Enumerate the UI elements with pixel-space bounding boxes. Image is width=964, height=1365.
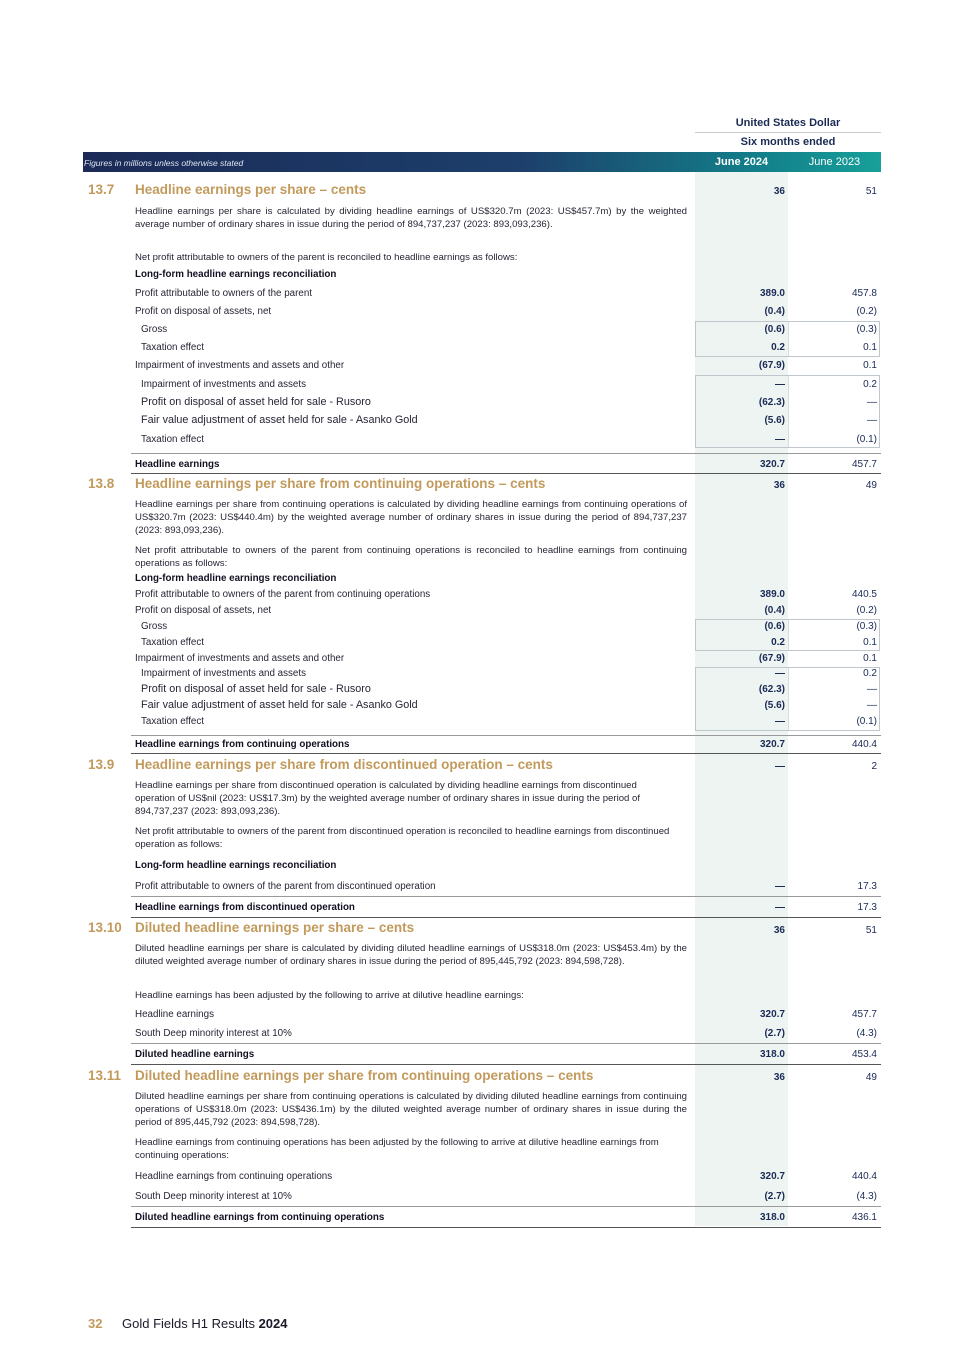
row-value-prior: 0.2	[863, 668, 877, 679]
total-label: Headline earnings from continuing operations	[135, 739, 350, 750]
row-value-current: 389.0	[759, 589, 785, 600]
row-label: Impairment of investments and assets	[141, 379, 306, 390]
section-number: 13.11	[88, 1068, 122, 1083]
row-value-current: 320.7	[759, 1171, 785, 1182]
row-value-current: (0.4)	[764, 306, 785, 317]
row-value-current: (67.9)	[758, 653, 785, 664]
divider	[131, 1043, 881, 1044]
section-paragraph: Headline earnings from continuing operations has been adjusted by the following to arrive at dilutive headline earnings from continuing operations:	[135, 1137, 659, 1161]
row-label: South Deep minority interest at 10%	[135, 1028, 292, 1039]
row-label: Gross	[141, 324, 168, 335]
row-value-current: (5.6)	[764, 700, 785, 711]
eps-current: 36	[773, 186, 785, 197]
section-paragraph: Headline earnings per share from continuing operations is calculated by dividing headline earnings from continuing operations of US$320.7m (2023: US$440.4m) by the weighted average number of ordinary shares in issue during the period of 894,737,237 (2023: 893,093,236).	[135, 499, 687, 536]
footer-report-name: Gold Fields H1 Results	[122, 1316, 255, 1331]
row-value-prior: —	[867, 684, 877, 695]
row-value-prior: (4.3)	[856, 1191, 877, 1202]
section-paragraph: Net profit attributable to owners of the parent is reconciled to headline earnings as follows:	[135, 252, 518, 263]
total-value-current: 320.7	[759, 739, 785, 750]
section-title: Headline earnings per share from discontinued operation – cents	[135, 757, 553, 772]
row-value-current: —	[775, 881, 785, 892]
figures-note: Figures in millions unless otherwise stated	[84, 158, 244, 168]
eps-prior: 51	[865, 186, 877, 197]
section-paragraph: Headline earnings per share from discontinued operation is calculated by dividing headline earnings from discontinued operation of US$nil (2023: US$17.3m) by the weighted average number of ordinary shares in issue during the period of 894,737,237 (2023: 893,093,236).	[135, 780, 641, 817]
row-value-current: —	[775, 716, 785, 727]
eps-prior: 51	[865, 925, 877, 936]
column-prior: June 2023	[808, 156, 861, 168]
row-value-prior: (4.3)	[856, 1028, 877, 1039]
row-label: Headline earnings	[135, 1009, 214, 1020]
section-number: 13.10	[88, 920, 122, 935]
row-label: Profit attributable to owners of the parent from discontinued operation	[135, 881, 436, 892]
header-divider	[695, 132, 881, 133]
eps-current: —	[775, 761, 785, 772]
row-value-prior: —	[867, 415, 877, 426]
total-label: Diluted headline earnings from continuing operations	[135, 1212, 385, 1223]
divider	[131, 753, 881, 754]
row-label: Fair value adjustment of asset held for sale - Asanko Gold	[141, 414, 418, 426]
row-value-current: —	[775, 379, 785, 390]
row-value-prior: —	[867, 397, 877, 408]
divider	[131, 1227, 881, 1228]
row-label: Taxation effect	[141, 716, 204, 727]
row-label: Impairment of investments and assets	[141, 668, 306, 679]
row-value-prior: 440.4	[851, 1171, 877, 1182]
row-value-current: 389.0	[759, 288, 785, 299]
row-label: Fair value adjustment of asset held for sale - Asanko Gold	[141, 699, 418, 711]
row-label: Taxation effect	[141, 434, 204, 445]
row-value-prior: 17.3	[857, 881, 877, 892]
row-label: Impairment of investments and assets and other	[135, 653, 345, 664]
section-paragraph: Net profit attributable to owners of the parent from continuing operations is reconciled to headline earnings from continuing operations as follows:	[135, 545, 687, 569]
eps-current: 36	[773, 925, 785, 936]
period-header: Six months ended	[740, 136, 836, 148]
section-title: Headline earnings per share – cents	[135, 182, 367, 197]
section-paragraph: Net profit attributable to owners of the parent from discontinued operation is reconciled to headline earnings from discontinued operation as follows:	[135, 826, 670, 850]
row-value-prior: 0.1	[863, 653, 877, 664]
eps-current: 36	[773, 480, 785, 491]
row-label: Headline earnings from continuing operations	[135, 1171, 333, 1182]
row-label: Profit attributable to owners of the parent from continuing operations	[135, 589, 431, 600]
total-label: Diluted headline earnings	[135, 1049, 255, 1060]
row-value-current: 0.2	[771, 342, 785, 353]
row-label: Profit attributable to owners of the parent	[135, 288, 312, 299]
total-value-current: 318.0	[759, 1212, 785, 1223]
row-value-current: (67.9)	[758, 360, 785, 371]
section-paragraph: Diluted headline earnings per share is calculated by dividing diluted headline earnings of US$318.0m (2023: US$453.4m) by the diluted weighted average number of ordinary shares in issue during the period of 895,445,792 (2023: 894,598,728).	[135, 943, 687, 967]
row-value-current: (2.7)	[764, 1028, 785, 1039]
eps-current: 36	[773, 1072, 785, 1083]
divider	[131, 896, 881, 897]
divider	[131, 473, 881, 474]
total-value-prior: 453.4	[851, 1049, 877, 1060]
row-value-current: —	[775, 434, 785, 445]
section-paragraph: Headline earnings has been adjusted by the following to arrive at dilutive headline earnings:	[135, 990, 524, 1001]
row-label: Taxation effect	[141, 342, 204, 353]
footer-title	[122, 1316, 288, 1331]
row-value-prior: (0.2)	[856, 306, 877, 317]
page-number: 32	[88, 1316, 103, 1331]
row-value-prior: 440.5	[851, 589, 877, 600]
row-value-prior: 0.1	[863, 360, 877, 371]
section-title: Headline earnings per share from continuing operations – cents	[135, 476, 546, 491]
row-value-prior: 0.1	[863, 342, 877, 353]
row-label: Impairment of investments and assets and other	[135, 360, 345, 371]
total-value-prior: 457.7	[851, 459, 877, 470]
row-label: Profit on disposal of asset held for sale - Rusoro	[141, 683, 371, 695]
total-value-prior: 17.3	[857, 902, 877, 913]
total-value-current: 320.7	[759, 459, 785, 470]
reconciliation-heading: Long-form headline earnings reconciliation	[135, 269, 337, 280]
divider	[131, 453, 881, 454]
eps-prior: 49	[865, 480, 877, 491]
row-value-prior: 457.8	[851, 288, 877, 299]
section-paragraph: Diluted headline earnings per share from continuing operations is calculated by dividing diluted headline earnings from continuing operations of US$318.0m (2023: US$436.1m) by the diluted weighted average number of ordinary shares in issue during the period of 895,445,792 (2023: 894,598,728).	[135, 1091, 687, 1128]
row-value-current: (5.6)	[764, 415, 785, 426]
row-value-current: 0.2	[771, 637, 785, 648]
section-number: 13.9	[88, 757, 115, 772]
eps-prior: 2	[871, 761, 877, 772]
column-current: June 2024	[714, 156, 769, 168]
reconciliation-heading: Long-form headline earnings reconciliation	[135, 573, 337, 584]
total-label: Headline earnings	[135, 459, 220, 470]
divider	[131, 917, 881, 918]
row-value-current: (2.7)	[764, 1191, 785, 1202]
row-label: Profit on disposal of assets, net	[135, 306, 272, 317]
row-value-prior: 0.1	[863, 637, 877, 648]
section-title: Diluted headline earnings per share from continuing operations – cents	[135, 1068, 594, 1083]
total-value-current: 318.0	[759, 1049, 785, 1060]
row-value-current: (0.6)	[764, 324, 785, 335]
reconciliation-heading: Long-form headline earnings reconciliation	[135, 860, 337, 871]
row-value-current: (62.3)	[758, 684, 785, 695]
total-label: Headline earnings from discontinued operation	[135, 902, 355, 913]
row-value-prior: (0.3)	[856, 621, 877, 632]
row-value-current: 320.7	[759, 1009, 785, 1020]
row-value-current: (62.3)	[758, 397, 785, 408]
row-value-current: (0.4)	[764, 605, 785, 616]
row-label: Taxation effect	[141, 637, 204, 648]
total-value-current: —	[775, 902, 785, 913]
row-label: Profit on disposal of assets, net	[135, 605, 272, 616]
row-value-prior: (0.2)	[856, 605, 877, 616]
section-paragraph: Headline earnings per share is calculated by dividing headline earnings of US$320.7m (2023: US$457.7m) by the weighted average number of ordinary shares in issue during the period of 894,737,237 (2023: 893,093,236).	[135, 206, 687, 230]
row-value-prior: (0.1)	[856, 434, 877, 445]
row-value-current: (0.6)	[764, 621, 785, 632]
row-value-prior: 457.7	[851, 1009, 877, 1020]
row-label: Gross	[141, 621, 168, 632]
row-value-prior: —	[867, 700, 877, 711]
currency-header: United States Dollar	[735, 117, 841, 129]
row-value-prior: (0.3)	[856, 324, 877, 335]
row-value-prior: (0.1)	[856, 716, 877, 727]
divider	[131, 735, 881, 736]
row-label: South Deep minority interest at 10%	[135, 1191, 292, 1202]
total-value-prior: 436.1	[851, 1212, 877, 1223]
section-title: Diluted headline earnings per share – cents	[135, 920, 415, 935]
section-number: 13.7	[88, 182, 115, 197]
divider	[131, 1064, 881, 1065]
section-number: 13.8	[88, 476, 115, 491]
table-header-bar	[83, 152, 881, 172]
row-label: Profit on disposal of asset held for sale - Rusoro	[141, 396, 371, 408]
footer-year: 2024	[258, 1316, 288, 1331]
row-value-prior: 0.2	[863, 379, 877, 390]
row-value-current: —	[775, 668, 785, 679]
total-value-prior: 440.4	[851, 739, 877, 750]
eps-prior: 49	[865, 1072, 877, 1083]
divider	[131, 1206, 881, 1207]
